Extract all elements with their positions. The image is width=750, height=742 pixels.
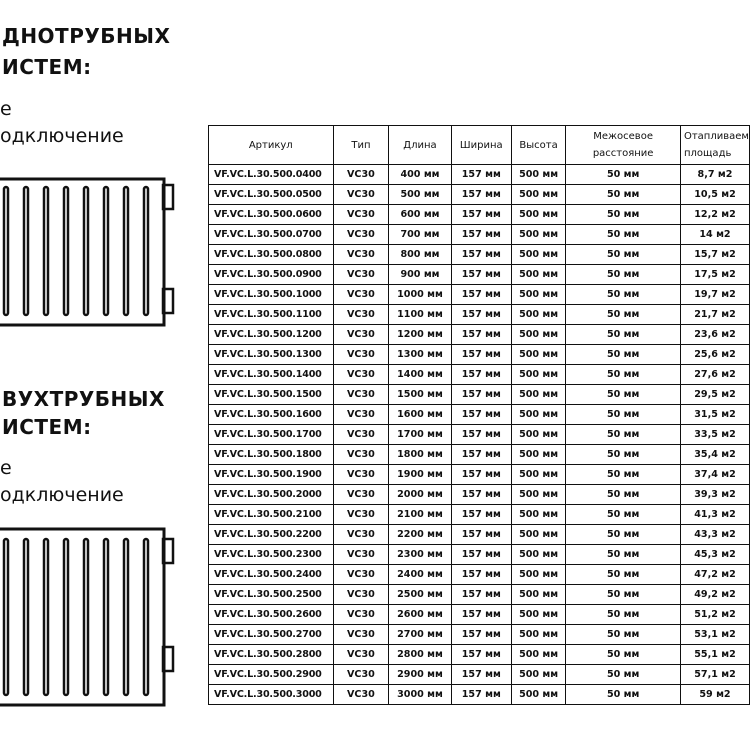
cell-heated-area: 35,4 м2	[680, 445, 749, 465]
cell-width: 157 мм	[451, 585, 511, 605]
cell-heated-area: 37,4 м2	[680, 465, 749, 485]
cell-article: VF.VC.L.30.500.0500	[209, 185, 334, 205]
table-row	[209, 185, 750, 205]
cell-heated-area: 45,3 м2	[680, 545, 749, 565]
cell-width: 157 мм	[451, 605, 511, 625]
cell-length: 2500 мм	[389, 585, 451, 605]
cell-heated-area: 43,3 м2	[680, 525, 749, 545]
column-header-text: Артикул	[248, 139, 293, 151]
table-row	[209, 285, 750, 305]
cell-height: 500 мм	[511, 385, 565, 405]
cell-heated-area: 14 м2	[680, 225, 749, 245]
cell-article: VF.VC.L.30.500.2000	[209, 485, 334, 505]
cell-center-distance: 50 мм	[566, 265, 681, 285]
cell-height: 500 мм	[511, 685, 565, 705]
cell-heated-area: 41,3 м2	[680, 505, 749, 525]
cell-center-distance: 50 мм	[566, 165, 681, 185]
cell-heated-area: 19,7 м2	[680, 285, 749, 305]
cell-length: 2300 мм	[389, 545, 451, 565]
cell-center-distance: 50 мм	[566, 665, 681, 685]
column-header-heated-area	[680, 126, 749, 165]
cell-length: 1200 мм	[389, 325, 451, 345]
cell-center-distance: 50 мм	[566, 285, 681, 305]
cell-article: VF.VC.L.30.500.0900	[209, 265, 334, 285]
table-row	[209, 585, 750, 605]
cell-type: VC30	[333, 305, 389, 325]
table-row	[209, 385, 750, 405]
cell-length: 2700 мм	[389, 625, 451, 645]
cell-height: 500 мм	[511, 405, 565, 425]
cell-width: 157 мм	[451, 505, 511, 525]
cell-center-distance: 50 мм	[566, 305, 681, 325]
cell-height: 500 мм	[511, 505, 565, 525]
cell-width: 157 мм	[451, 205, 511, 225]
table-row	[209, 505, 750, 525]
cell-article: VF.VC.L.30.500.1500	[209, 385, 334, 405]
table-row	[209, 325, 750, 345]
cell-length: 1100 мм	[389, 305, 451, 325]
cell-length: 600 мм	[389, 205, 451, 225]
cell-type: VC30	[333, 625, 389, 645]
cell-center-distance: 50 мм	[566, 605, 681, 625]
cell-length: 1000 мм	[389, 285, 451, 305]
cell-heated-area: 21,7 м2	[680, 305, 749, 325]
cell-type: VC30	[333, 665, 389, 685]
cell-type: VC30	[333, 645, 389, 665]
cell-height: 500 мм	[511, 485, 565, 505]
cell-heated-area: 53,1 м2	[680, 625, 749, 645]
cell-center-distance: 50 мм	[566, 325, 681, 345]
cell-height: 500 мм	[511, 585, 565, 605]
heading-two-pipe-line2: ИСТЕМ:	[2, 415, 92, 439]
column-header-text: Длина	[403, 139, 437, 151]
cell-type: VC30	[333, 585, 389, 605]
cell-height: 500 мм	[511, 445, 565, 465]
cell-type: VC30	[333, 185, 389, 205]
cell-length: 400 мм	[389, 165, 451, 185]
cell-center-distance: 50 мм	[566, 205, 681, 225]
cell-center-distance: 50 мм	[566, 645, 681, 665]
cell-center-distance: 50 мм	[566, 345, 681, 365]
cell-heated-area: 10,5 м2	[680, 185, 749, 205]
cell-center-distance: 50 мм	[566, 405, 681, 425]
cell-height: 500 мм	[511, 525, 565, 545]
cell-heated-area: 27,6 м2	[680, 365, 749, 385]
cell-width: 157 мм	[451, 545, 511, 565]
cell-article: VF.VC.L.30.500.1300	[209, 345, 334, 365]
cell-type: VC30	[333, 405, 389, 425]
table-row	[209, 525, 750, 545]
cell-height: 500 мм	[511, 245, 565, 265]
cell-heated-area: 33,5 м2	[680, 425, 749, 445]
heading-two-pipe-line1: ВУХТРУБНЫХ	[2, 387, 165, 411]
cell-type: VC30	[333, 485, 389, 505]
cell-width: 157 мм	[451, 565, 511, 585]
cell-heated-area: 15,7 м2	[680, 245, 749, 265]
cell-center-distance: 50 мм	[566, 465, 681, 485]
table-row	[209, 465, 750, 485]
cell-height: 500 мм	[511, 425, 565, 445]
cell-center-distance: 50 мм	[566, 365, 681, 385]
column-header-text: расстояние	[592, 148, 654, 159]
cell-center-distance: 50 мм	[566, 225, 681, 245]
cell-height: 500 мм	[511, 305, 565, 325]
cell-width: 157 мм	[451, 465, 511, 485]
cell-heated-area: 31,5 м2	[680, 405, 749, 425]
cell-height: 500 мм	[511, 225, 565, 245]
cell-type: VC30	[333, 285, 389, 305]
cell-width: 157 мм	[451, 685, 511, 705]
cell-article: VF.VC.L.30.500.2600	[209, 605, 334, 625]
cell-article: VF.VC.L.30.500.2800	[209, 645, 334, 665]
cell-type: VC30	[333, 225, 389, 245]
table-header-row	[209, 126, 750, 165]
cell-width: 157 мм	[451, 245, 511, 265]
cell-center-distance: 50 мм	[566, 545, 681, 565]
cell-width: 157 мм	[451, 405, 511, 425]
cell-type: VC30	[333, 445, 389, 465]
cell-center-distance: 50 мм	[566, 485, 681, 505]
cell-length: 2400 мм	[389, 565, 451, 585]
cell-article: VF.VC.L.30.500.0700	[209, 225, 334, 245]
cell-heated-area: 57,1 м2	[680, 665, 749, 685]
cell-type: VC30	[333, 205, 389, 225]
cell-width: 157 мм	[451, 305, 511, 325]
cell-length: 1300 мм	[389, 345, 451, 365]
subheading-two-pipe-line2: одключение	[0, 484, 124, 506]
column-header-height	[511, 126, 565, 165]
cell-article: VF.VC.L.30.500.1000	[209, 285, 334, 305]
cell-article: VF.VC.L.30.500.1400	[209, 365, 334, 385]
cell-center-distance: 50 мм	[566, 585, 681, 605]
cell-type: VC30	[333, 505, 389, 525]
cell-height: 500 мм	[511, 165, 565, 185]
table-row	[209, 605, 750, 625]
column-header-text: Тип	[351, 139, 371, 151]
cell-article: VF.VC.L.30.500.2100	[209, 505, 334, 525]
column-header-article	[209, 126, 334, 165]
cell-type: VC30	[333, 165, 389, 185]
cell-length: 2100 мм	[389, 505, 451, 525]
cell-article: VF.VC.L.30.500.2400	[209, 565, 334, 585]
cell-length: 900 мм	[389, 265, 451, 285]
spec-table	[208, 125, 750, 705]
table-row	[209, 565, 750, 585]
table-row	[209, 345, 750, 365]
cell-center-distance: 50 мм	[566, 565, 681, 585]
cell-center-distance: 50 мм	[566, 505, 681, 525]
cell-width: 157 мм	[451, 325, 511, 345]
cell-type: VC30	[333, 685, 389, 705]
cell-height: 500 мм	[511, 345, 565, 365]
column-header-text: Высота	[519, 139, 558, 151]
cell-width: 157 мм	[451, 625, 511, 645]
cell-width: 157 мм	[451, 345, 511, 365]
cell-article: VF.VC.L.30.500.2700	[209, 625, 334, 645]
cell-type: VC30	[333, 325, 389, 345]
table-row	[209, 405, 750, 425]
cell-type: VC30	[333, 465, 389, 485]
column-header-length	[389, 126, 451, 165]
cell-length: 700 мм	[389, 225, 451, 245]
cell-article: VF.VC.L.30.500.0800	[209, 245, 334, 265]
radiator-icon	[0, 177, 180, 329]
cell-width: 157 мм	[451, 385, 511, 405]
table-body	[209, 165, 750, 705]
cell-article: VF.VC.L.30.500.1700	[209, 425, 334, 445]
cell-width: 157 мм	[451, 525, 511, 545]
column-header-center-distance	[566, 126, 681, 165]
cell-article: VF.VC.L.30.500.1600	[209, 405, 334, 425]
cell-length: 2000 мм	[389, 485, 451, 505]
cell-width: 157 мм	[451, 365, 511, 385]
cell-heated-area: 8,7 м2	[680, 165, 749, 185]
cell-height: 500 мм	[511, 625, 565, 645]
cell-width: 157 мм	[451, 665, 511, 685]
cell-height: 500 мм	[511, 285, 565, 305]
column-header-text: площадь	[683, 148, 732, 159]
column-header-text: Межосевое	[593, 131, 653, 142]
cell-length: 2800 мм	[389, 645, 451, 665]
cell-center-distance: 50 мм	[566, 445, 681, 465]
cell-heated-area: 17,5 м2	[680, 265, 749, 285]
cell-heated-area: 59 м2	[680, 685, 749, 705]
cell-length: 800 мм	[389, 245, 451, 265]
cell-article: VF.VC.L.30.500.2500	[209, 585, 334, 605]
table-row	[209, 365, 750, 385]
cell-center-distance: 50 мм	[566, 245, 681, 265]
table-row	[209, 305, 750, 325]
cell-length: 2600 мм	[389, 605, 451, 625]
table-row	[209, 205, 750, 225]
cell-type: VC30	[333, 565, 389, 585]
cell-length: 1600 мм	[389, 405, 451, 425]
column-header-type	[333, 126, 389, 165]
cell-center-distance: 50 мм	[566, 685, 681, 705]
cell-width: 157 мм	[451, 225, 511, 245]
cell-height: 500 мм	[511, 605, 565, 625]
radiator-icon	[0, 527, 180, 709]
table-row	[209, 645, 750, 665]
cell-length: 1700 мм	[389, 425, 451, 445]
cell-heated-area: 47,2 м2	[680, 565, 749, 585]
cell-type: VC30	[333, 345, 389, 365]
table-row	[209, 445, 750, 465]
cell-type: VC30	[333, 365, 389, 385]
cell-center-distance: 50 мм	[566, 425, 681, 445]
cell-article: VF.VC.L.30.500.2300	[209, 545, 334, 565]
cell-height: 500 мм	[511, 565, 565, 585]
heading-single-pipe-line1: ДНОТРУБНЫХ	[2, 24, 171, 48]
cell-width: 157 мм	[451, 645, 511, 665]
cell-type: VC30	[333, 605, 389, 625]
cell-article: VF.VC.L.30.500.3000	[209, 685, 334, 705]
table-row	[209, 485, 750, 505]
cell-article: VF.VC.L.30.500.0600	[209, 205, 334, 225]
table-row	[209, 545, 750, 565]
table-row	[209, 685, 750, 705]
subheading-single-pipe-line1: е	[0, 98, 12, 120]
cell-heated-area: 51,2 м2	[680, 605, 749, 625]
column-header-text: Отапливаем	[683, 131, 749, 142]
cell-heated-area: 49,2 м2	[680, 585, 749, 605]
table-row	[209, 425, 750, 445]
cell-center-distance: 50 мм	[566, 185, 681, 205]
table-row	[209, 225, 750, 245]
cell-heated-area: 23,6 м2	[680, 325, 749, 345]
cell-width: 157 мм	[451, 425, 511, 445]
cell-article: VF.VC.L.30.500.1800	[209, 445, 334, 465]
table-row	[209, 245, 750, 265]
cell-width: 157 мм	[451, 265, 511, 285]
cell-length: 2900 мм	[389, 665, 451, 685]
cell-width: 157 мм	[451, 485, 511, 505]
cell-article: VF.VC.L.30.500.0400	[209, 165, 334, 185]
cell-height: 500 мм	[511, 645, 565, 665]
cell-center-distance: 50 мм	[566, 625, 681, 645]
cell-length: 1400 мм	[389, 365, 451, 385]
cell-height: 500 мм	[511, 325, 565, 345]
column-header-text: Ширина	[459, 139, 503, 151]
cell-length: 500 мм	[389, 185, 451, 205]
cell-type: VC30	[333, 545, 389, 565]
cell-length: 1800 мм	[389, 445, 451, 465]
cell-type: VC30	[333, 265, 389, 285]
cell-length: 1900 мм	[389, 465, 451, 485]
cell-heated-area: 12,2 м2	[680, 205, 749, 225]
cell-type: VC30	[333, 425, 389, 445]
table-row	[209, 165, 750, 185]
cell-article: VF.VC.L.30.500.1100	[209, 305, 334, 325]
cell-article: VF.VC.L.30.500.2200	[209, 525, 334, 545]
cell-center-distance: 50 мм	[566, 525, 681, 545]
cell-heated-area: 29,5 м2	[680, 385, 749, 405]
cell-article: VF.VC.L.30.500.1200	[209, 325, 334, 345]
subheading-two-pipe-line1: е	[0, 457, 12, 479]
cell-height: 500 мм	[511, 365, 565, 385]
cell-center-distance: 50 мм	[566, 385, 681, 405]
cell-article: VF.VC.L.30.500.2900	[209, 665, 334, 685]
cell-width: 157 мм	[451, 285, 511, 305]
cell-height: 500 мм	[511, 465, 565, 485]
heading-single-pipe-line2: ИСТЕМ:	[2, 55, 92, 79]
table-row	[209, 265, 750, 285]
table-row	[209, 665, 750, 685]
cell-length: 1500 мм	[389, 385, 451, 405]
cell-heated-area: 25,6 м2	[680, 345, 749, 365]
cell-length: 2200 мм	[389, 525, 451, 545]
cell-heated-area: 55,1 м2	[680, 645, 749, 665]
cell-type: VC30	[333, 385, 389, 405]
cell-height: 500 мм	[511, 265, 565, 285]
cell-heated-area: 39,3 м2	[680, 485, 749, 505]
cell-height: 500 мм	[511, 205, 565, 225]
cell-height: 500 мм	[511, 665, 565, 685]
cell-type: VC30	[333, 525, 389, 545]
cell-article: VF.VC.L.30.500.1900	[209, 465, 334, 485]
subheading-single-pipe-line2: одключение	[0, 125, 124, 147]
column-header-width	[451, 126, 511, 165]
table-row	[209, 625, 750, 645]
cell-height: 500 мм	[511, 185, 565, 205]
cell-length: 3000 мм	[389, 685, 451, 705]
cell-type: VC30	[333, 245, 389, 265]
cell-width: 157 мм	[451, 185, 511, 205]
cell-width: 157 мм	[451, 165, 511, 185]
cell-height: 500 мм	[511, 545, 565, 565]
cell-width: 157 мм	[451, 445, 511, 465]
